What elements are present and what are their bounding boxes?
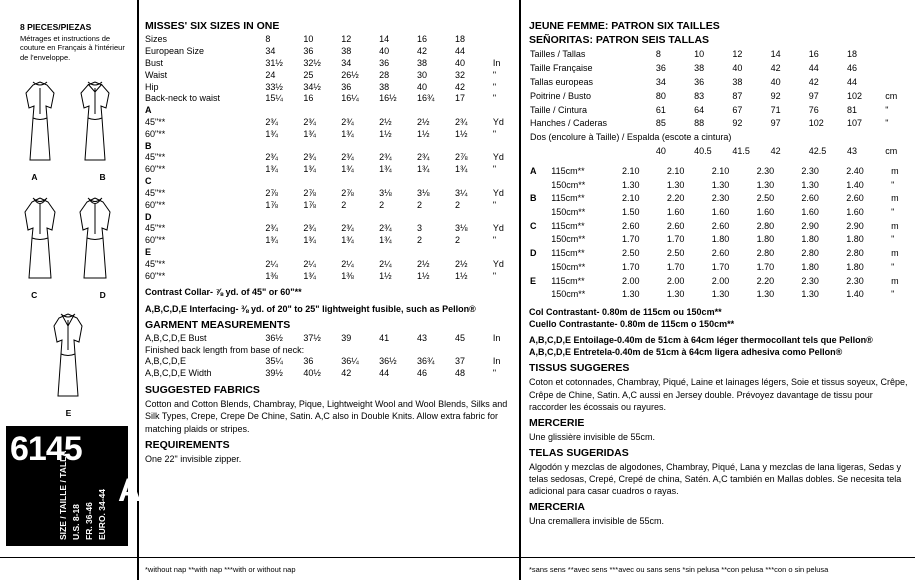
table-row: D 115cm** 2.50 2.50 2.60 2.80 2.80 2.80 m xyxy=(530,248,899,259)
mercerie-title: MERCERIE xyxy=(529,416,585,429)
spanish-title: SEÑORITAS: PATRON SEIS TALLAS xyxy=(529,34,710,46)
table-row: 150cm** 1.70 1.70 1.80 1.80 1.80 1.80 " xyxy=(551,234,895,245)
table-row: Tailles / Tallas 8 10 12 14 16 18 xyxy=(530,49,858,59)
figure-labels-cd: C D xyxy=(31,290,136,301)
table-row: Finished back length from base of neck: xyxy=(145,344,305,355)
yardage-group-a-label: A xyxy=(145,105,152,116)
size-group-letter: A xyxy=(118,472,142,508)
table-row: A,B,C,D,E Bust 36½ 37½ 39 41 43 45 In xyxy=(145,332,501,343)
garment-illustrations xyxy=(0,68,137,422)
table-row: A,B,C,D,E 35¼ 36 36¼ 36½ 36¾ 37 In xyxy=(145,356,501,367)
suggested-fabrics-title: SUGGESTED FABRICS xyxy=(145,384,260,397)
yardage-group-d-label: D xyxy=(145,211,152,222)
table-row: Taille Française 36 38 40 42 44 46 xyxy=(530,62,858,73)
table-row: A,B,C,D,E Width 39½ 40½ 42 44 46 48 " xyxy=(145,368,497,379)
interfacing-note-fr: A,B,C,D,E Entoilage-0.40m de 51cm à 64cm léger thermocollant tels que Pellon® xyxy=(529,335,873,346)
english-column xyxy=(139,0,517,580)
tissus-suggeres-text: Coton et cotonnades, Chambray, Piqué, Laine et lainages légers, Soie et tissus soyeux, Crêpe, Crêpe de Chine, Satin. A,C aussi en Jersey double. Prévoyez davantage de tissu pour raccorder les écossais ou rayures. xyxy=(529,377,908,412)
illustration-row-cd xyxy=(0,186,137,304)
garment-measurements-table xyxy=(145,333,513,381)
metric-size-table xyxy=(529,48,909,159)
yardage-table-b xyxy=(145,152,513,176)
table-row: 60"** 1¾ 1¾ 1¾ 1¾ 2 2 " xyxy=(145,235,497,246)
english-title: MISSES' SIX SIZES IN ONE xyxy=(145,20,280,32)
left-column xyxy=(0,0,142,580)
contrast-collar-note-es: Cuello Contrastante- 0.80m de 115cm o 150cm** xyxy=(529,319,735,330)
table-row: 60"** 1¾ 1¾ 1¾ 1¾ 1¾ 1¾ " xyxy=(145,164,497,175)
table-row: 40 40.5 41.5 42 42.5 43 cm xyxy=(655,146,898,157)
french-instructions-note: Métrages et instructions de couture en Français à l'intérieur de l'enveloppe. xyxy=(20,34,125,62)
garment-measurements-title: GARMENT MEASUREMENTS xyxy=(145,318,291,331)
english-size-table xyxy=(145,34,513,105)
illustration-row-e xyxy=(0,304,137,422)
yardage-table-c xyxy=(145,188,513,212)
contrast-collar-note: Contrast Collar- ⅞ yd. of 45" or 60"** xyxy=(145,287,302,298)
french-title: JEUNE FEMME: PATRON SIX TAILLES xyxy=(529,20,720,32)
yardage-table-e xyxy=(145,259,513,283)
table-row: 45"** 2¾ 2¾ 2¾ 2¾ 2¾ 2⅞ Yd xyxy=(145,152,504,163)
metric-yardage-table xyxy=(529,165,909,302)
table-row: Hip 33½ 34½ 36 38 40 42 " xyxy=(145,81,497,92)
size-label: SIZE / TAILLE / TALLA xyxy=(58,450,68,540)
figure-labels-ab: A B xyxy=(31,172,136,183)
illustration-row-ab xyxy=(0,68,137,186)
table-row: Taille / Cintura 61 64 67 71 76 81 " xyxy=(530,104,889,115)
table-row: Back-neck to waist 15¼ 16 16¼ 16½ 16¾ 17 " xyxy=(145,93,497,104)
mercerie-text: Une glissière invisible de 55cm. xyxy=(529,431,656,442)
pieces-count: 8 PIECES/PIEZAS xyxy=(20,22,92,32)
table-row: 45"** 2¾ 2¾ 2¾ 2½ 2½ 2¾ Yd xyxy=(145,116,504,127)
dress-figure-c-d xyxy=(0,186,137,290)
figure-labels-e: E xyxy=(65,408,72,419)
tissus-suggeres-title: TISSUS SUGGERES xyxy=(529,362,630,375)
contrast-collar-note-fr: Col Contrastant- 0.80m de 115cm ou 150cm** xyxy=(529,306,722,317)
size-box xyxy=(6,426,142,546)
requirements-title: REQUIREMENTS xyxy=(145,438,230,451)
table-row: 60"** 1⅞ 1⅞ 2 2 2 2 " xyxy=(145,199,497,210)
yardage-table-a xyxy=(145,117,513,141)
table-row: 60"** 1¾ 1¾ 1¾ 1½ 1½ 1½ " xyxy=(145,128,497,139)
dress-figure-e xyxy=(0,304,137,408)
table-row: 60"** 1⅜ 1¾ 1⅜ 1½ 1½ 1½ " xyxy=(145,270,497,281)
table-row: Waist 24 25 26½ 28 30 32 " xyxy=(145,69,497,80)
size-euro: EURO. 34-44 xyxy=(97,488,107,540)
yardage-group-b-label: B xyxy=(145,140,152,151)
table-row: C 115cm** 2.60 2.60 2.60 2.80 2.90 2.90 m xyxy=(530,220,899,231)
english-footnote: *without nap **with nap ***with or without nap xyxy=(145,565,296,574)
table-row: European Size 34 36 38 40 42 44 xyxy=(145,45,465,56)
table-row: A 115cm** 2.10 2.10 2.10 2.30 2.30 2.40 m xyxy=(530,166,899,176)
table-row: Hanches / Caderas 85 88 92 97 102 107 " xyxy=(530,118,889,129)
french-spanish-footnote: *sans sens **avec sens ***avec ou sans sens *sin pelusa **con pelusa ***con o sin pelusa xyxy=(529,565,829,574)
interfacing-note: A,B,C,D,E Interfacing- ⅜ yd. of 20" to 25" lightweight fusible, such as Pellon® xyxy=(145,303,476,314)
table-row: Dos (encolure à Taille) / Espalda (escote a cintura) xyxy=(530,132,732,143)
size-us: U.S. 8-18 xyxy=(71,504,81,540)
table-row: 150cm** 1.30 1.30 1.30 1.30 1.30 1.40 " xyxy=(551,179,895,190)
table-row: Bust 31½ 32½ 34 36 38 40 In xyxy=(145,57,501,68)
table-row: Tallas europeas 34 36 38 40 42 44 xyxy=(530,76,858,87)
table-row: 45"** 2¾ 2¾ 2¾ 2¾ 3 3⅛ Yd xyxy=(145,223,504,234)
merceria-title: MERCERIA xyxy=(529,501,586,514)
requirements-text: One 22" invisible zipper. xyxy=(145,453,242,464)
pattern-number: 6145 xyxy=(10,430,82,468)
table-row: 45"** 2⅞ 2⅞ 2⅞ 3⅛ 3⅛ 3¼ Yd xyxy=(145,187,504,198)
table-row: B 115cm** 2.10 2.20 2.30 2.50 2.60 2.60 m xyxy=(530,193,899,204)
table-row: Sizes 8 10 12 14 16 18 xyxy=(145,34,465,44)
telas-sugeridas-text: Algodón y mezclas de algodones, Chambray, Piqué, Lana y mezclas de lana ligeras, Sedas y telas sedosas, Crepé, Crepé de china, Satén. A,C también en Mallas dobles. Se necesita tela adicional para casar cuadros o rayas. xyxy=(529,462,902,497)
dress-figure-a-b xyxy=(0,68,137,172)
table-row: 150cm** 1.70 1.70 1.70 1.70 1.80 1.80 " xyxy=(551,261,895,272)
suggested-fabrics-text: Cotton and Cotton Blends, Chambray, Pique, Lightweight Wool and Wool Blends, Silks and Silk Types, Crepe, Crepe De Chine, Satin. A,C also in Double Knits. Allow extra fabric for matching plaids or stripes. xyxy=(145,399,508,434)
size-fr-euro: FR. 36-46 xyxy=(84,502,94,540)
merceria-text: Una cremallera invisible de 55cm. xyxy=(529,516,665,527)
table-row: 150cm** 1.30 1.30 1.30 1.30 1.30 1.40 " xyxy=(551,289,895,300)
yardage-group-c-label: C xyxy=(145,176,152,187)
table-row: Poitrine / Busto 80 83 87 92 97 102 cm xyxy=(530,90,898,101)
table-row: 45"** 2¼ 2¼ 2¼ 2¼ 2½ 2½ Yd xyxy=(145,258,504,269)
table-row: E 115cm** 2.00 2.00 2.00 2.20 2.30 2.30 m xyxy=(530,275,899,286)
interfacing-note-es: A,B,C,D,E Entretela-0.40m de 51cm à 64cm ligera adhesiva como Pellon® xyxy=(529,347,843,358)
telas-sugeridas-title: TELAS SUGERIDAS xyxy=(529,447,629,459)
yardage-table-d xyxy=(145,223,513,247)
yardage-group-e-label: E xyxy=(145,247,152,257)
french-spanish-column xyxy=(521,0,915,580)
table-row: 150cm** 1.50 1.60 1.60 1.60 1.60 1.60 " xyxy=(551,207,895,218)
